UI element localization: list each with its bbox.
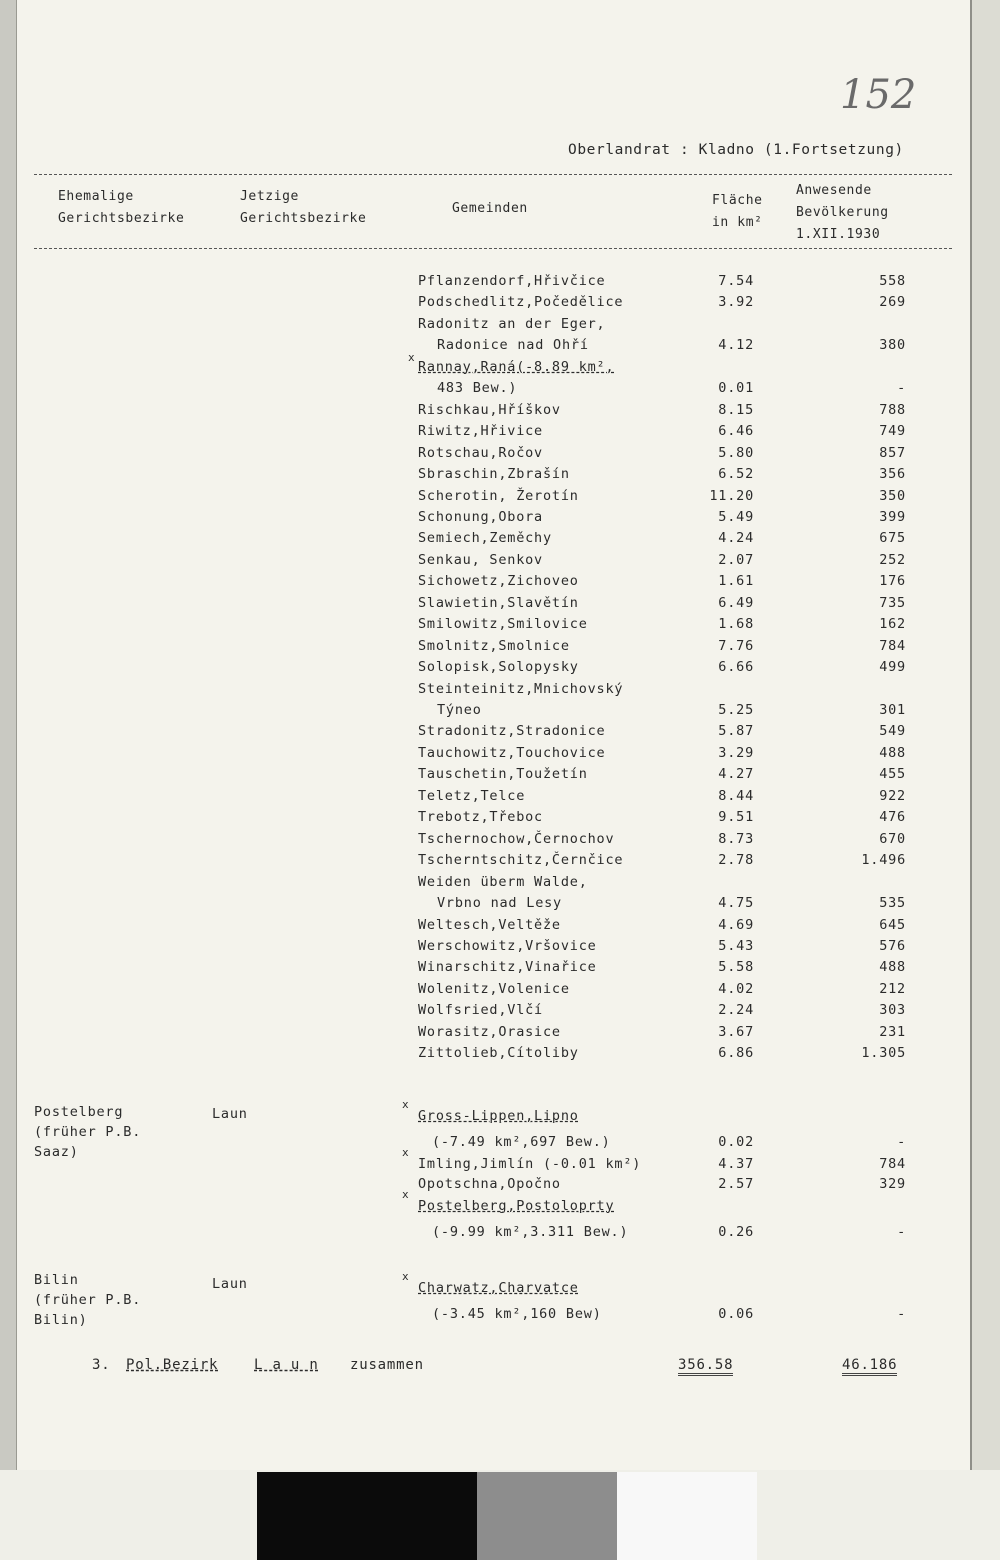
gemeinde-name: Rotschau,Ročov xyxy=(418,445,543,461)
gemeinde-population: 922 xyxy=(879,788,906,804)
gemeinde-population: 455 xyxy=(879,766,906,782)
gemeinde-name: Pflanzendorf,Hřivčice xyxy=(418,273,606,289)
gemeinde-name: Steinteinitz,Mnichovský xyxy=(418,681,624,697)
gemeinde-area: 6.86 xyxy=(718,1045,754,1061)
bilin-old-court-line3: Bilin) xyxy=(34,1312,88,1328)
postelberg-area: 2.57 xyxy=(718,1176,754,1192)
page-number: 152 xyxy=(840,72,917,118)
gemeinde-population: 252 xyxy=(879,552,906,568)
gemeinde-area: 3.92 xyxy=(718,294,754,310)
gemeinde-area: 4.75 xyxy=(718,895,754,911)
postelberg-area: 0.02 xyxy=(718,1134,754,1150)
gemeinde-area: 2.78 xyxy=(718,852,754,868)
gemeinde-population: 476 xyxy=(879,809,906,825)
calibration-bar-black xyxy=(257,1472,477,1560)
postelberg-population: - xyxy=(897,1134,906,1150)
gemeinde-population: 735 xyxy=(879,595,906,611)
gemeinde-area: 5.80 xyxy=(718,445,754,461)
gemeinde-area: 4.02 xyxy=(718,981,754,997)
gemeinde-name: Podschedlitz,Počedělice xyxy=(418,294,624,310)
gemeinde-population: 670 xyxy=(879,831,906,847)
gemeinde-name: Tauchowitz,Touchovice xyxy=(418,745,606,761)
gemeinde-population: 645 xyxy=(879,917,906,933)
postelberg-old-court xyxy=(34,1102,141,1162)
gemeinde-area: 8.73 xyxy=(718,831,754,847)
gemeinde-name: Smilowitz,Smilovice xyxy=(418,616,588,632)
header-jetzige xyxy=(240,186,366,230)
bilin-gemeinde-name: (-3.45 km²,160 Bew) xyxy=(432,1306,602,1322)
gemeinde-area: 9.51 xyxy=(718,809,754,825)
total-population: 46.186 xyxy=(842,1357,897,1376)
header-ehemalige-line2: Gerichtsbezirke xyxy=(58,211,185,226)
gemeinde-population: 301 xyxy=(879,702,906,718)
gemeinde-area: 2.07 xyxy=(718,552,754,568)
gemeinde-name: Slawietin,Slavětín xyxy=(418,595,579,611)
gemeinde-area: 4.69 xyxy=(718,917,754,933)
gemeinde-area: 2.24 xyxy=(718,1002,754,1018)
gemeinde-name: 483 Bew.) xyxy=(437,380,518,396)
footnote-marker: x xyxy=(402,1188,409,1201)
total-number: 3. xyxy=(92,1357,111,1373)
postelberg-area: 4.37 xyxy=(718,1156,754,1172)
header-gemeinden: Gemeinden xyxy=(452,201,528,216)
calibration-bar-gray xyxy=(477,1472,617,1560)
gemeinde-population: 176 xyxy=(879,573,906,589)
gemeinde-population: 1.305 xyxy=(861,1045,906,1061)
footnote-marker: x xyxy=(402,1270,409,1283)
gemeinde-area: 5.43 xyxy=(718,938,754,954)
header-bottom-rule xyxy=(34,248,952,249)
header-bevoelkerung xyxy=(796,180,889,246)
gemeinde-area: 8.15 xyxy=(718,402,754,418)
gemeinde-area: 4.12 xyxy=(718,337,754,353)
header-bevoelkerung-line3: 1.XII.1930 xyxy=(796,227,881,242)
postelberg-old-court-line2: (früher P.B. xyxy=(34,1124,142,1140)
gemeinde-name: Trebotz,Třeboc xyxy=(418,809,543,825)
gemeinde-area: 5.87 xyxy=(718,723,754,739)
footnote-marker: x xyxy=(402,1098,409,1111)
gemeinde-area: 0.01 xyxy=(718,380,754,396)
gemeinde-area: 7.76 xyxy=(718,638,754,654)
gemeinde-population: 399 xyxy=(879,509,906,525)
postelberg-population: - xyxy=(897,1224,906,1240)
gemeinde-area: 11.20 xyxy=(709,488,754,504)
header-jetzige-line2: Gerichtsbezirke xyxy=(240,211,367,226)
bilin-area: 0.06 xyxy=(718,1306,754,1322)
gemeinde-population: 788 xyxy=(879,402,906,418)
footnote-marker: x xyxy=(402,1146,409,1159)
postelberg-area: 0.26 xyxy=(718,1224,754,1240)
postelberg-old-court-line3: Saaz) xyxy=(34,1144,79,1160)
gemeinde-name: Tauschetin,Toužetín xyxy=(418,766,588,782)
gemeinde-name: Tscherntschitz,Černčice xyxy=(418,852,624,868)
gemeinde-name: Teletz,Telce xyxy=(418,788,526,804)
gemeinde-area: 5.25 xyxy=(718,702,754,718)
page-binding-edge xyxy=(0,0,17,1470)
page-title: Oberlandrat : Kladno (1.Fortsetzung) xyxy=(568,142,904,158)
gemeinde-name: Semiech,Zeměchy xyxy=(418,530,552,546)
gemeinde-area: 1.61 xyxy=(718,573,754,589)
gemeinde-name: Radonitz an der Eger, xyxy=(418,316,606,332)
header-ehemalige xyxy=(58,186,184,230)
gemeinde-population: 857 xyxy=(879,445,906,461)
bilin-old-court-line2: (früher P.B. xyxy=(34,1292,142,1308)
gemeinde-name: Wolfsried,Vlčí xyxy=(418,1002,543,1018)
gemeinde-name: Stradonitz,Stradonice xyxy=(418,723,606,739)
gemeinde-name: Wolenitz,Volenice xyxy=(418,981,570,997)
gemeinde-name: Senkau, Senkov xyxy=(418,552,543,568)
gemeinde-name: Tschernochow,Černochov xyxy=(418,831,615,847)
header-top-rule xyxy=(34,174,952,175)
header-flaeche-line1: Fläche xyxy=(712,193,763,208)
gemeinde-population: 162 xyxy=(879,616,906,632)
gemeinde-area: 3.29 xyxy=(718,745,754,761)
gemeinde-population: 576 xyxy=(879,938,906,954)
gemeinde-name: Rischkau,Hříškov xyxy=(418,402,561,418)
gemeinde-name: Weiden überm Walde, xyxy=(418,874,588,890)
gemeinde-area: 6.52 xyxy=(718,466,754,482)
postelberg-population: 329 xyxy=(879,1176,906,1192)
postelberg-population: 784 xyxy=(879,1156,906,1172)
bilin-new-court: Laun xyxy=(212,1276,248,1292)
gemeinde-population: 303 xyxy=(879,1002,906,1018)
gemeinde-population: 558 xyxy=(879,273,906,289)
total-district: L a u n xyxy=(254,1357,319,1373)
gemeinde-population: 356 xyxy=(879,466,906,482)
total-label: Pol.Bezirk xyxy=(126,1357,219,1373)
total-suffix: zusammen xyxy=(350,1357,424,1373)
gemeinde-name: Vrbno nad Lesy xyxy=(437,895,562,911)
header-ehemalige-line1: Ehemalige xyxy=(58,189,134,204)
gemeinde-population: 535 xyxy=(879,895,906,911)
postelberg-gemeinde-name: Gross-Lippen,Lipno xyxy=(418,1108,579,1124)
gemeinde-population: 749 xyxy=(879,423,906,439)
gemeinde-name: Weltesch,Veltěže xyxy=(418,917,561,933)
gemeinde-name: Radonice nad Ohří xyxy=(437,337,589,353)
gemeinde-name: Sichowetz,Zichoveo xyxy=(418,573,579,589)
gemeinde-name: Smolnitz,Smolnice xyxy=(418,638,570,654)
gemeinde-name: Rannay,Raná(-8.89 km², xyxy=(418,359,615,375)
header-jetzige-line1: Jetzige xyxy=(240,189,299,204)
gemeinde-population: 784 xyxy=(879,638,906,654)
postelberg-gemeinde-name: (-7.49 km²,697 Bew.) xyxy=(432,1134,611,1150)
gemeinde-population: 269 xyxy=(879,294,906,310)
gemeinde-area: 4.27 xyxy=(718,766,754,782)
gemeinde-name: Worasitz,Orasice xyxy=(418,1024,561,1040)
gemeinde-name: Solopisk,Solopysky xyxy=(418,659,579,675)
gemeinde-name: Winarschitz,Vinařice xyxy=(418,959,597,975)
gemeinde-area: 6.66 xyxy=(718,659,754,675)
gemeinde-name: Werschowitz,Vršovice xyxy=(418,938,597,954)
gemeinde-area: 5.58 xyxy=(718,959,754,975)
gemeinde-area: 1.68 xyxy=(718,616,754,632)
gemeinde-area: 7.54 xyxy=(718,273,754,289)
gemeinde-area: 6.49 xyxy=(718,595,754,611)
gemeinde-population: 549 xyxy=(879,723,906,739)
gemeinde-name: Sbraschin,Zbrašín xyxy=(418,466,570,482)
gemeinde-name: Scherotin, Žerotín xyxy=(418,488,579,504)
bilin-old-court xyxy=(34,1270,141,1330)
postelberg-gemeinde-name: (-9.99 km²,3.311 Bew.) xyxy=(432,1224,629,1240)
gemeinde-population: 488 xyxy=(879,745,906,761)
gemeinde-population: 675 xyxy=(879,530,906,546)
header-flaeche xyxy=(712,190,763,234)
header-bevoelkerung-line2: Bevölkerung xyxy=(796,205,889,220)
gemeinde-area: 3.67 xyxy=(718,1024,754,1040)
gemeinde-area: 8.44 xyxy=(718,788,754,804)
gemeinde-population: 231 xyxy=(879,1024,906,1040)
postelberg-old-court-line1: Postelberg xyxy=(34,1104,124,1120)
postelberg-gemeinde-name: Postelberg,Postoloprty xyxy=(418,1198,615,1214)
gemeinde-name: Týneo xyxy=(437,702,482,718)
gemeinde-population: 212 xyxy=(879,981,906,997)
page-right-edge xyxy=(970,0,1000,1470)
calibration-bar-white xyxy=(617,1472,757,1560)
gemeinde-population: 499 xyxy=(879,659,906,675)
postelberg-new-court: Laun xyxy=(212,1106,248,1122)
gemeinde-population: 380 xyxy=(879,337,906,353)
gemeinde-population: 488 xyxy=(879,959,906,975)
header-bevoelkerung-line1: Anwesende xyxy=(796,183,872,198)
gemeinde-population: - xyxy=(897,380,906,396)
gemeinde-area: 4.24 xyxy=(718,530,754,546)
bilin-gemeinde-name: Charwatz,Charvatce xyxy=(418,1280,579,1296)
gemeinde-name: Zittolieb,Cítoliby xyxy=(418,1045,579,1061)
gemeinde-area: 5.49 xyxy=(718,509,754,525)
gemeinde-area: 6.46 xyxy=(718,423,754,439)
gemeinde-population: 350 xyxy=(879,488,906,504)
postelberg-gemeinde-name: Imling,Jimlín (-0.01 km²) xyxy=(418,1156,642,1172)
footnote-marker: x xyxy=(408,351,415,364)
gemeinde-population: 1.496 xyxy=(861,852,906,868)
postelberg-gemeinde-name: Opotschna,Opočno xyxy=(418,1176,561,1192)
total-area: 356.58 xyxy=(678,1357,733,1376)
bilin-old-court-line1: Bilin xyxy=(34,1272,79,1288)
bilin-population: - xyxy=(897,1306,906,1322)
header-flaeche-line2: in km² xyxy=(712,215,763,230)
gemeinde-name: Riwitz,Hřivice xyxy=(418,423,543,439)
gemeinde-name: Schonung,Obora xyxy=(418,509,543,525)
